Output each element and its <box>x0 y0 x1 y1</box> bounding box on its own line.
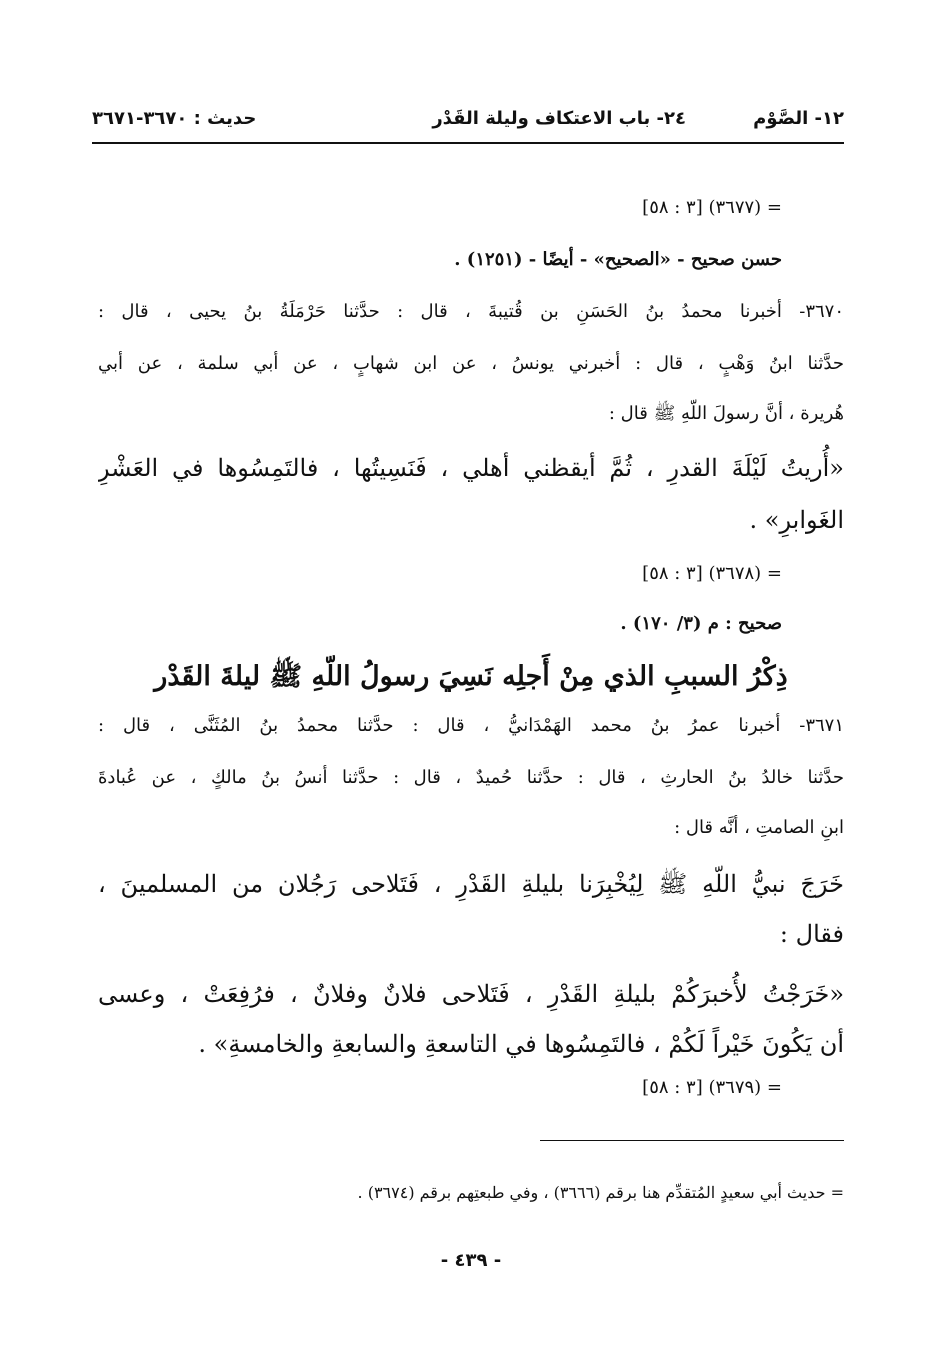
page-number: - ٤٣٩ - <box>440 1250 502 1271</box>
hadith-text-line: فقال : <box>779 920 844 948</box>
body-line: حدَّثنا خالدُ بنُ الحارثِ ، قال : حدَّثنا حُميدٌ ، قال : حدَّثنا أنسُ بنُ مالكٍ ، عن عُبادةَ <box>98 767 844 788</box>
cross-reference-line: = (٣٦٧٧) [٣ : ٥٨] <box>642 197 782 218</box>
header-chapter-title: ٢٤- باب الاعتكاف وليلة القَدْر <box>432 108 686 129</box>
body-line: ٣٦٧١- أخبرنا عمرُ بنُ محمد الهَمْدَانيُّ ، قال : حدَّثنا محمدُ بنُ المُثَنَّى ، قال : <box>98 715 844 736</box>
cross-reference-line: = (٣٦٧٨) [٣ : ٥٨] <box>642 563 782 584</box>
grading-line: حسن صحيح - «الصحيح» - أيضًا - (١٢٥١) . <box>454 249 782 270</box>
grading-line: صحيح : م (٣/ ١٧٠) . <box>620 613 782 634</box>
running-header <box>92 108 844 142</box>
hadith-text-line: خَرَجَ نبيُّ اللّهِ ﷺ لِيُخْبِرَنا بليلةِ القَدْرِ ، فَتَلاحى رَجُلان من المسلمينَ ، <box>98 870 844 898</box>
hadith-text-line: «خَرَجْتُ لأُخبرَكُمْ بليلةِ القَدْرِ ، فَتَلاحى فلانٌ وفلانٌ ، فرُفِعَتْ ، وعسى <box>98 980 844 1008</box>
body-line: ابنِ الصامتِ ، أنَّه قال : <box>674 817 844 838</box>
body-line: ٣٦٧٠- أخبرنا محمدُ بنُ الحَسَنِ بن قُتيبةَ ، قال : حدَّثنا حَرْمَلَةُ بنُ يحيى ، قال : <box>98 301 844 322</box>
header-book-title: ١٢- الصَّوْم <box>753 108 844 129</box>
body-line: حدَّثنا ابنُ وَهْبٍ ، قال : أخبرني يونسُ ، عن ابن شهابٍ ، عن أبي سلمة ، عن أبي <box>98 353 844 374</box>
cross-reference-line: = (٣٦٧٩) [٣ : ٥٨] <box>642 1077 782 1098</box>
section-heading: ذِكْرُ السببِ الذي مِنْ أَجلِه نَسِيَ رسولُ اللّهِ ﷺ ليلةَ القَدْر <box>154 661 788 692</box>
hadith-text-line: أن يَكُونَ خَيْراً لَكُمْ ، فالتَمِسُوها في التاسعةِ والسابعةِ والخامسةِ» . <box>198 1030 844 1058</box>
header-hadith-range: حديث : ٣٦٧٠-٣٦٧١ <box>92 108 257 129</box>
footnote: = حديث أبي سعيدٍ المُتقدِّم هنا برقم (٣٦٦٦) ، وفي طبعتِهم برقم (٣٦٧٤) . <box>357 1183 844 1202</box>
hadith-text-line: «أُريتُ لَيْلَةَ القدرِ ، ثُمَّ أيقظني أهلي ، فَنَسِيتُها ، فالتَمِسُوها في العَشْرِ <box>98 454 844 482</box>
body-line: هُريرة ، أنَّ رسولَ اللّهِ ﷺ قال : <box>608 403 844 424</box>
hadith-text-line: الغَوابرِ» . <box>749 506 844 534</box>
footnote-rule <box>540 1140 844 1141</box>
header-rule <box>92 142 844 144</box>
